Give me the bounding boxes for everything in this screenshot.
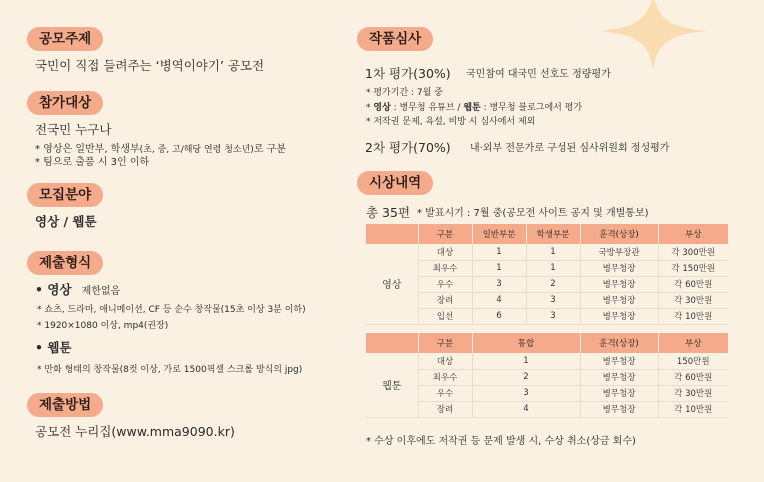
webtoon-header-blank (366, 333, 418, 353)
video-header-cell: 학생부분 (526, 224, 580, 244)
table-cell: 입선 (418, 308, 472, 324)
section-tag-format: 제출형식 (27, 251, 103, 275)
table-cell: 6 (472, 308, 526, 324)
section-tag-judging: 작품심사 (357, 27, 433, 51)
table-row (366, 385, 728, 401)
webtoon-header-cell: 통합 (472, 333, 580, 353)
table-cell: 병무청장 (580, 292, 658, 308)
video-category-cell: 영상 (366, 244, 418, 324)
table-cell: 최우수 (418, 369, 472, 385)
video-header-cell: 훈격(상장) (580, 224, 658, 244)
table-cell: 3 (472, 385, 580, 401)
video-header-cell: 구분 (418, 224, 472, 244)
video-header-row (366, 224, 728, 244)
table-cell: 각 30만원 (658, 292, 728, 308)
section-tag-category: 모집분야 (27, 183, 103, 207)
table-cell: 병무청장 (580, 401, 658, 417)
table-row (366, 353, 728, 369)
table-row (366, 292, 728, 308)
format-video-line: • 영상 제한없음 (35, 282, 121, 297)
table-cell: 3 (472, 276, 526, 292)
round1-title: 1차 평가(30%) (365, 66, 451, 81)
table-row (366, 244, 728, 260)
submission-text: 공모전 누리집(www.mma9090.kr) (35, 424, 235, 439)
sparkle-decoration (598, 0, 708, 72)
table-cell: 3 (526, 308, 580, 324)
round1-desc: 국민참여 대국민 선호도 정량평가 (466, 69, 611, 80)
table-cell: 장려 (418, 292, 472, 308)
table-cell: 국방부장관 (580, 244, 658, 260)
format-video-bullet-1: * 쇼츠, 드라마, 애니메이션, CF 등 순수 창작물(15초 이상 3분 이하) (37, 305, 306, 315)
table-cell: 최우수 (418, 260, 472, 276)
table-cell: 우수 (418, 385, 472, 401)
table-cell: 각 60만원 (658, 369, 728, 385)
video-header-blank (366, 224, 418, 244)
table-cell: 대상 (418, 244, 472, 260)
table-cell: 병무청장 (580, 260, 658, 276)
webtoon-header-cell: 부상 (658, 333, 728, 353)
round2-desc: 내·외부 전문가로 구성된 심사위원회 정성평가 (470, 143, 670, 154)
table-cell: 병무청장 (580, 385, 658, 401)
webtoon-header-cell: 구분 (418, 333, 472, 353)
category-text: 영상 / 웹툰 (35, 214, 97, 229)
webtoon-header-cell: 훈격(상장) (580, 333, 658, 353)
table-cell: 병무청장 (580, 276, 658, 292)
awards-table-video (366, 224, 728, 325)
table-cell: 1 (472, 260, 526, 276)
awards-table-webtoon (366, 333, 728, 418)
round1-bullet-2: * 영상 : 병무청 유튜브 / 웹툰 : 병무청 블로그에서 평가 (366, 103, 583, 113)
webtoon-category-cell: 웹툰 (366, 353, 418, 417)
round1-bullet-1: * 평가기간 : 7월 중 (366, 88, 443, 98)
table-cell: 1 (472, 353, 580, 369)
section-tag-submission: 제출방법 (27, 393, 103, 417)
table-row (366, 401, 728, 417)
eligibility-bullet-1: * 영상은 일반부, 학생부(초, 중, 고/해당 연령 청소년)로 구분 (35, 144, 286, 155)
table-cell: 각 10만원 (658, 308, 728, 324)
eligibility-bullet-2: * 팀으로 출품 시 3인 이하 (35, 157, 150, 168)
table-cell: 4 (472, 292, 526, 308)
table-cell: 각 10만원 (658, 401, 728, 417)
table-cell: 1 (472, 244, 526, 260)
table-cell: 우수 (418, 276, 472, 292)
table-cell: 병무청장 (580, 369, 658, 385)
table-cell: 병무청장 (580, 308, 658, 324)
format-webtoon-label: • 웹툰 (35, 340, 72, 355)
section-tag-theme: 공모주제 (27, 27, 103, 51)
table-cell: 4 (472, 401, 580, 417)
table-cell: 150만원 (658, 353, 728, 369)
table-cell: 2 (526, 276, 580, 292)
section-tag-eligibility: 참가대상 (27, 91, 103, 115)
table-cell: 각 30만원 (658, 385, 728, 401)
table-cell: 1 (526, 260, 580, 276)
table-cell: 대상 (418, 353, 472, 369)
table-cell: 장려 (418, 401, 472, 417)
round1-bullet-3: * 저작권 문제, 욕설, 비방 시 심사에서 제외 (366, 117, 536, 127)
table-cell: 3 (526, 292, 580, 308)
webtoon-header-row (366, 333, 728, 353)
awards-footnote: * 수상 이후에도 저작권 등 문제 발생 시, 수상 취소(상금 회수) (366, 436, 636, 447)
table-cell: 1 (526, 244, 580, 260)
theme-text: 국민이 직접 들려주는 ‘병역이야기’ 공모전 (35, 58, 265, 73)
video-header-cell: 부상 (658, 224, 728, 244)
section-tag-awards: 시상내역 (357, 171, 433, 195)
eligibility-text: 전국민 누구나 (35, 122, 112, 137)
table-cell: 병무청장 (580, 353, 658, 369)
video-header-cell: 일반부분 (472, 224, 526, 244)
table-row (366, 308, 728, 324)
awards-total: 총 35편 (366, 205, 411, 220)
table-cell: 각 60만원 (658, 276, 728, 292)
table-row (366, 369, 728, 385)
round2-title: 2차 평가(70%) (365, 140, 451, 155)
table-row (366, 276, 728, 292)
table-row (366, 260, 728, 276)
format-video-bullet-2: * 1920×1080 이상, mp4(권장) (37, 321, 169, 331)
format-webtoon-bullet-1: * 만화 형태의 창작물(8컷 이상, 가로 1500픽셀 스크롤 방식의 jpg) (37, 365, 303, 375)
table-cell: 각 300만원 (658, 244, 728, 260)
awards-announce: * 발표시기 : 7월 중(공모전 사이트 공지 및 개별통보) (417, 208, 649, 219)
table-cell: 2 (472, 369, 580, 385)
table-cell: 각 150만원 (658, 260, 728, 276)
